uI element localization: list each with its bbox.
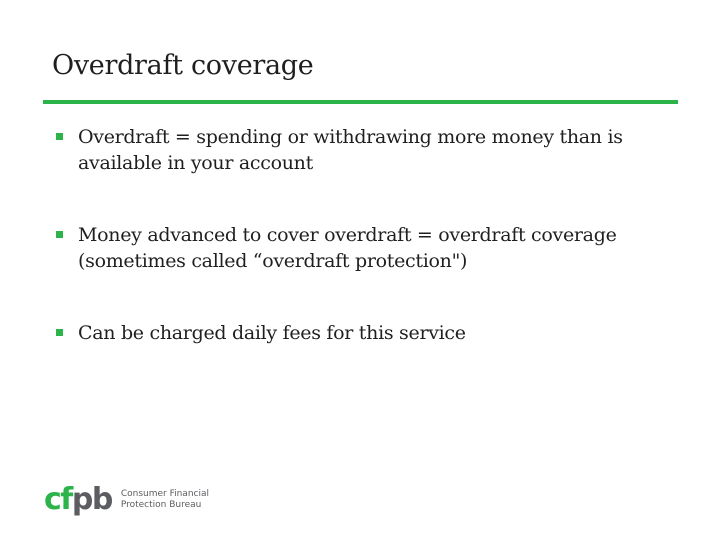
slide-title: Overdraft coverage bbox=[52, 50, 314, 81]
logo-line-1: Consumer Financial bbox=[120, 489, 209, 499]
square-bullet-icon bbox=[56, 133, 63, 140]
logo-letter-f: f bbox=[60, 482, 72, 517]
logo-letter-b: b bbox=[91, 482, 112, 517]
bullet-item bbox=[56, 222, 676, 274]
cfpb-logo bbox=[44, 484, 209, 516]
logo-letter-c: c bbox=[44, 482, 61, 517]
logo-line-2: Protection Bureau bbox=[120, 500, 202, 510]
bullet-item bbox=[56, 320, 676, 346]
logo-letter-p: p bbox=[71, 482, 92, 517]
bullet-text: Can be charged daily fees for this service bbox=[78, 322, 466, 344]
bullet-text: Money advanced to cover overdraft = overdraft coverage (sometimes called “overdraft protection") bbox=[78, 224, 617, 272]
square-bullet-icon bbox=[56, 329, 63, 336]
title-divider bbox=[43, 100, 678, 104]
bullet-item bbox=[56, 124, 676, 176]
bullet-text: Overdraft = spending or withdrawing more money than is available in your account bbox=[78, 126, 623, 174]
logo-wordmark bbox=[121, 489, 209, 511]
square-bullet-icon bbox=[56, 231, 63, 238]
bullet-list bbox=[56, 124, 676, 346]
cfpb-logo-mark bbox=[44, 484, 112, 516]
